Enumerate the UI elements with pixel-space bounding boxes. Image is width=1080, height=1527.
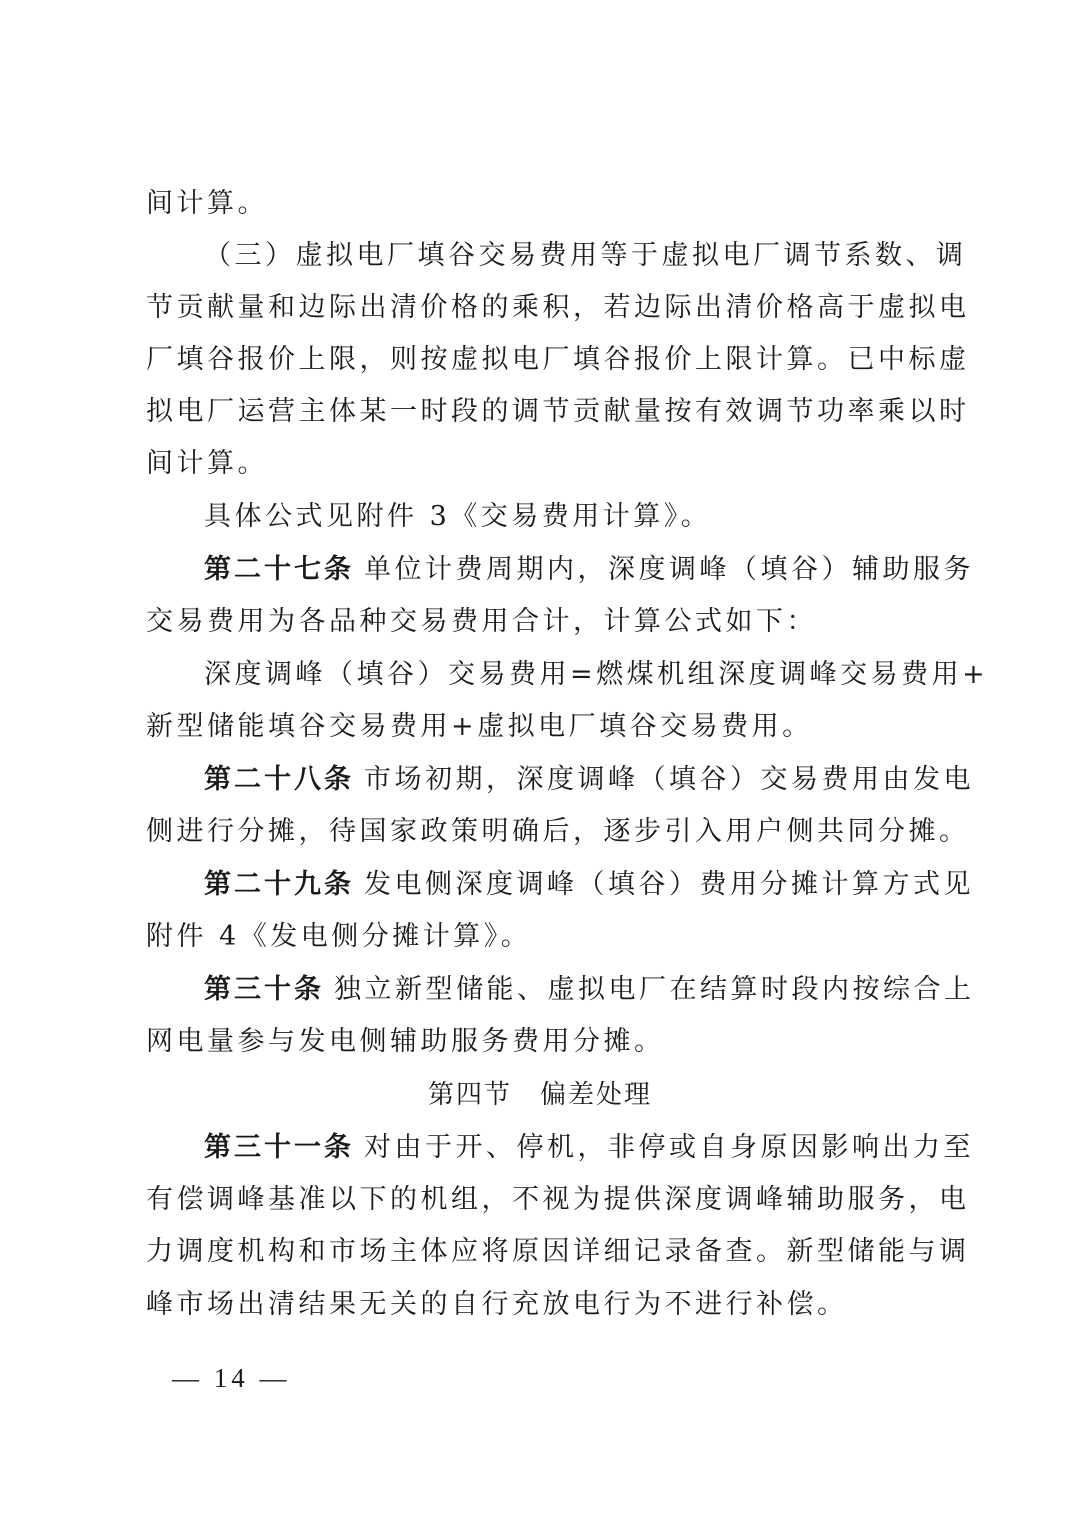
paragraph-line: 节贡献量和边际出清价格的乘积，若边际出清价格高于虚拟电: [146, 292, 970, 323]
page-number: — 14 —: [172, 1363, 291, 1393]
article-text: 对由于开、停机，非停或自身原因影响出力至: [364, 1132, 974, 1163]
paragraph-line: （三）虚拟电厂填谷交易费用等于虚拟电厂调节系数、调: [204, 240, 967, 271]
paragraph-line: 厂填谷报价上限，则按虚拟电厂填谷报价上限计算。已中标虚: [146, 344, 970, 375]
formula-line: 新型储能填谷交易费用+虚拟电厂填谷交易费用。: [146, 711, 813, 742]
article-text: 发电侧深度调峰（填谷）费用分摊计算方式见: [364, 869, 974, 900]
article-heading: 第三十条: [204, 974, 324, 1005]
section-title: 偏差处理: [540, 1080, 653, 1110]
paragraph-line: 拟电厂运营主体某一时段的调节贡献量按有效调节功率乘以时: [146, 396, 970, 427]
article-29-line: [204, 865, 974, 905]
section-number: 第四节: [427, 1080, 512, 1110]
formula-line: 深度调峰（填谷）交易费用=燃煤机组深度调峰交易费用+: [204, 659, 989, 690]
article-text: 独立新型储能、虚拟电厂在结算时段内按综合上: [334, 974, 975, 1005]
paragraph-line: 网电量参与发电侧辅助服务费用分摊。: [146, 1026, 665, 1057]
article-text: 市场初期，深度调峰（填谷）交易费用由发电: [364, 764, 974, 795]
paragraph-line: 具体公式见附件 3《交易费用计算》。: [204, 501, 712, 532]
paragraph-line: 有偿调峰基准以下的机组，不视为提供深度调峰辅助服务，电: [146, 1184, 970, 1215]
paragraph-line: 间计算。: [146, 448, 268, 479]
article-heading: 第二十九条: [204, 869, 354, 900]
article-27-line: [204, 550, 974, 590]
article-heading: 第二十七条: [204, 554, 354, 585]
article-30-line: [204, 970, 975, 1010]
paragraph-line: 侧进行分摊，待国家政策明确后，逐步引入用户侧共同分摊。: [146, 816, 970, 847]
article-31-line: [204, 1128, 974, 1168]
paragraph-line: 力调度机构和市场主体应将原因详细记录备查。新型储能与调: [146, 1236, 970, 1267]
article-28-line: [204, 760, 974, 800]
article-heading: 第三十一条: [204, 1132, 354, 1163]
paragraph-line: 附件 4《发电侧分摊计算》。: [146, 921, 532, 952]
paragraph-line: 交易费用为各品种交易费用合计，计算公式如下：: [146, 606, 817, 637]
section-heading: [0, 1075, 1080, 1115]
article-text: 单位计费周期内，深度调峰（填谷）辅助服务: [364, 554, 974, 585]
paragraph-line: 间计算。: [146, 188, 268, 219]
paragraph-line: 峰市场出清结果无关的自行充放电行为不进行补偿。: [146, 1289, 848, 1320]
article-heading: 第二十八条: [204, 764, 354, 795]
